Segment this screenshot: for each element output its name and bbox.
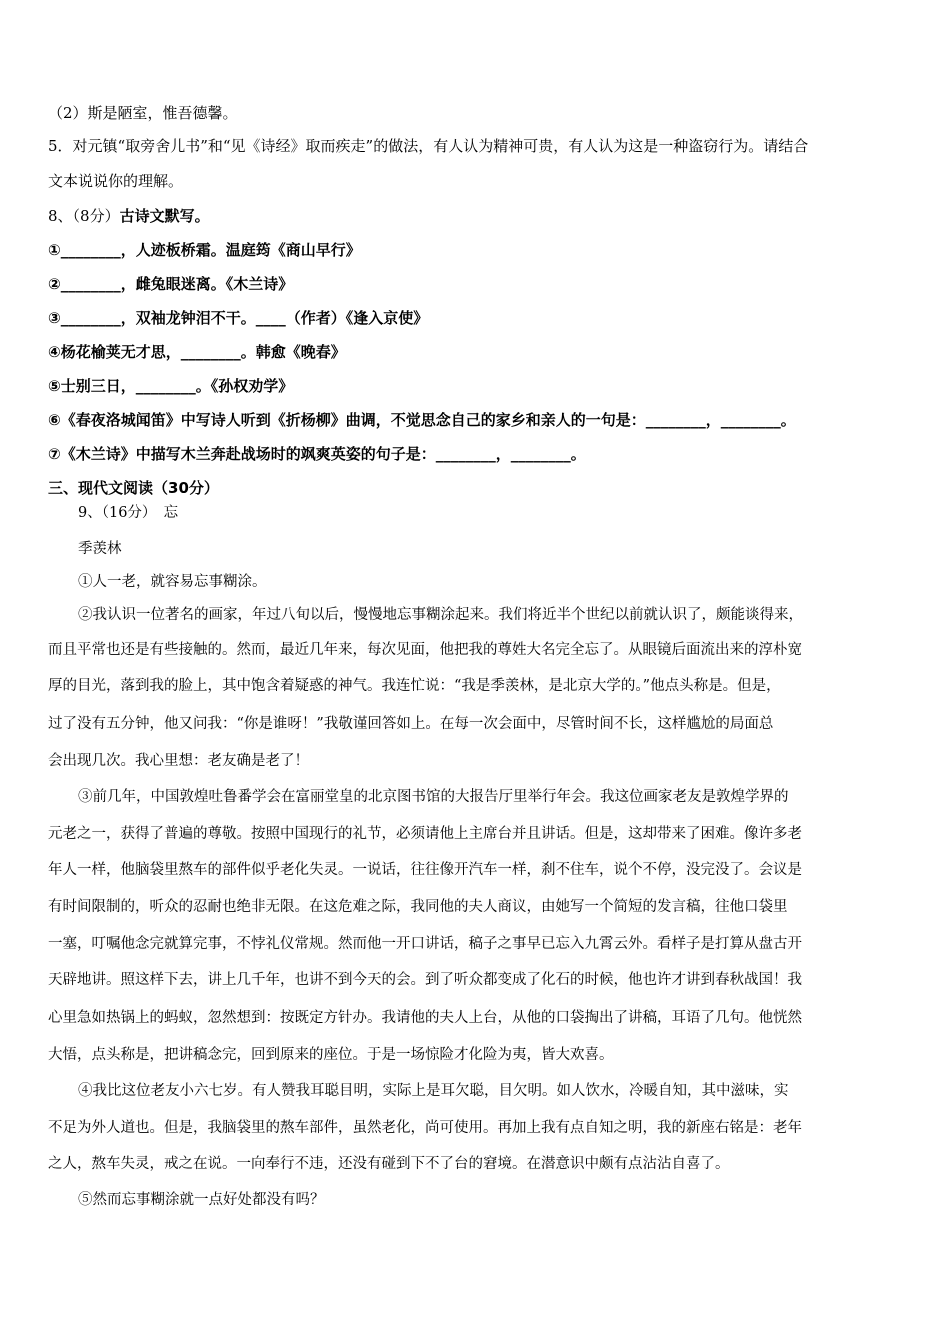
q8-item-7: ⑦《木兰诗》中描写木兰奔赴战场时的飒爽英姿的句子是：________，________。 bbox=[48, 445, 586, 463]
q9-paragraph-line: ④我比这位老友小六七岁。有人赞我耳聪目明，实际上是耳欠聪，目欠明。如人饮水，冷暖自知，其中滋味，实 bbox=[78, 1083, 789, 1099]
q8-item-2: ②________，雌兔眼迷离。《木兰诗》 bbox=[48, 275, 294, 293]
q9-paragraph-line: ①人一老，就容易忘事糊涂。 bbox=[78, 574, 267, 590]
q9-paragraph-line: 年人一样，他脑袋里熬车的部件似乎老化失灵。一说话，往往像开汽车一样，刹不住车，说个不停，没完没了。会议是 bbox=[48, 862, 802, 878]
q9-paragraph-line: 一塞，叮嘱他念完就算完事，不悖礼仪常规。然而他一开口讲话，稿子之事早已忘入九霄云外。看样子是打算从盘古开 bbox=[48, 936, 802, 952]
q9-paragraph-line: 天辟地讲。照这样下去，讲上几千年，也讲不到今天的会。到了听众都变成了化石的时候，他也许才讲到春秋战国！我 bbox=[48, 972, 802, 988]
q9-paragraph-line: 有时间限制的，听众的忍耐也绝非无限。在这危难之际，我同他的夫人商议，由她写一个简短的发言稿，往他口袋里 bbox=[48, 899, 788, 915]
q8-item-4: ④杨花榆荚无才思，________。韩愈《晚春》 bbox=[48, 343, 346, 361]
q8-item-3: ③________，双袖龙钟泪不干。____（作者）《逢入京使》 bbox=[48, 309, 429, 327]
q7-5-line-1: 5．对元镇“取旁舍儿书”和“见《诗经》取而疾走”的做法，有人认为精神可贵，有人认为这是一种盗窃行为。请结合 bbox=[48, 137, 809, 155]
q9-paragraph-line: 大悟，点头称是，把讲稿念完，回到原来的座位。于是一场惊险才化险为夷，皆大欢喜。 bbox=[48, 1047, 614, 1063]
q8-number: 8、（8分） bbox=[48, 207, 120, 225]
q8-header bbox=[48, 206, 210, 226]
q7-item-2: （2）斯是陋室，惟吾德馨。 bbox=[48, 104, 238, 122]
q9-paragraph-line: 而且平常也还是有些接触的。然而，最近几年来，每次见面，他把我的尊姓大名完全忘了。从眼镜后面流出来的淳朴宽 bbox=[48, 642, 802, 658]
q8-title: 古诗文默写。 bbox=[119, 207, 210, 225]
q9-paragraph-line: 会出现几次。我心里想：老友确是老了！ bbox=[48, 753, 309, 769]
q9-paragraph-line: ③前几年，中国敦煌吐鲁番学会在富丽堂皇的北京图书馆的大报告厅里举行年会。我这位画家老友是敦煌学界的 bbox=[78, 789, 789, 805]
q8-item-5: ⑤士别三日，________。《孙权劝学》 bbox=[48, 377, 294, 395]
q9-paragraph-line: 之人，熬车失灵，戒之在说。一向奉行不违，还没有碰到下不了台的窘境。在潜意识中颇有点沾沾自喜了。 bbox=[48, 1156, 730, 1172]
q9-paragraph-line: 不足为外人道也。但是，我脑袋里的熬车部件，虽然老化，尚可使用。再加上我有点自知之明，我的新座右铭是：老年 bbox=[48, 1120, 802, 1136]
q8-item-6: ⑥《春夜洛城闻笛》中写诗人听到《折杨柳》曲调，不觉思念自己的家乡和亲人的一句是：________，________。 bbox=[48, 411, 796, 429]
q9-header: 9、（16分） 忘 bbox=[78, 505, 179, 521]
q9-paragraph-line: 心里急如热锅上的蚂蚁，忽然想到：按既定方针办。我请他的夫人上台，从他的口袋掏出了讲稿，耳语了几句。他恍然 bbox=[48, 1010, 802, 1026]
q7-5-line-2: 文本说说你的理解。 bbox=[48, 172, 184, 190]
q8-item-1: ①________，人迹板桥霜。温庭筠《商山早行》 bbox=[48, 241, 361, 259]
q9-paragraph-line: ②我认识一位著名的画家，年过八旬以后，慢慢地忘事糊涂起来。我们将近半个世纪以前就认识了，颇能谈得来， bbox=[78, 607, 803, 623]
q9-paragraph-line: 过了没有五分钟，他又问我：“你是谁呀！”我敬谨回答如上。在每一次会面中，尽管时间不长，这样尴尬的局面总 bbox=[48, 716, 774, 732]
q9-paragraph-line: ⑤然而忘事糊涂就一点好处都没有吗？ bbox=[78, 1192, 325, 1208]
q9-author: 季羡林 bbox=[78, 541, 122, 557]
q9-paragraph-line: 厚的目光，落到我的脸上，其中饱含着疑惑的神气。我连忙说：“我是季羡林，是北京大学的。”他点头称是。但是， bbox=[48, 678, 781, 694]
section-3-heading: 三、现代文阅读（30分） bbox=[48, 479, 219, 497]
q9-paragraph-line: 元老之一，获得了普遍的尊敬。按照中国现行的礼节，必须请他上主席台并且讲话。但是，这却带来了困难。像许多老 bbox=[48, 826, 802, 842]
